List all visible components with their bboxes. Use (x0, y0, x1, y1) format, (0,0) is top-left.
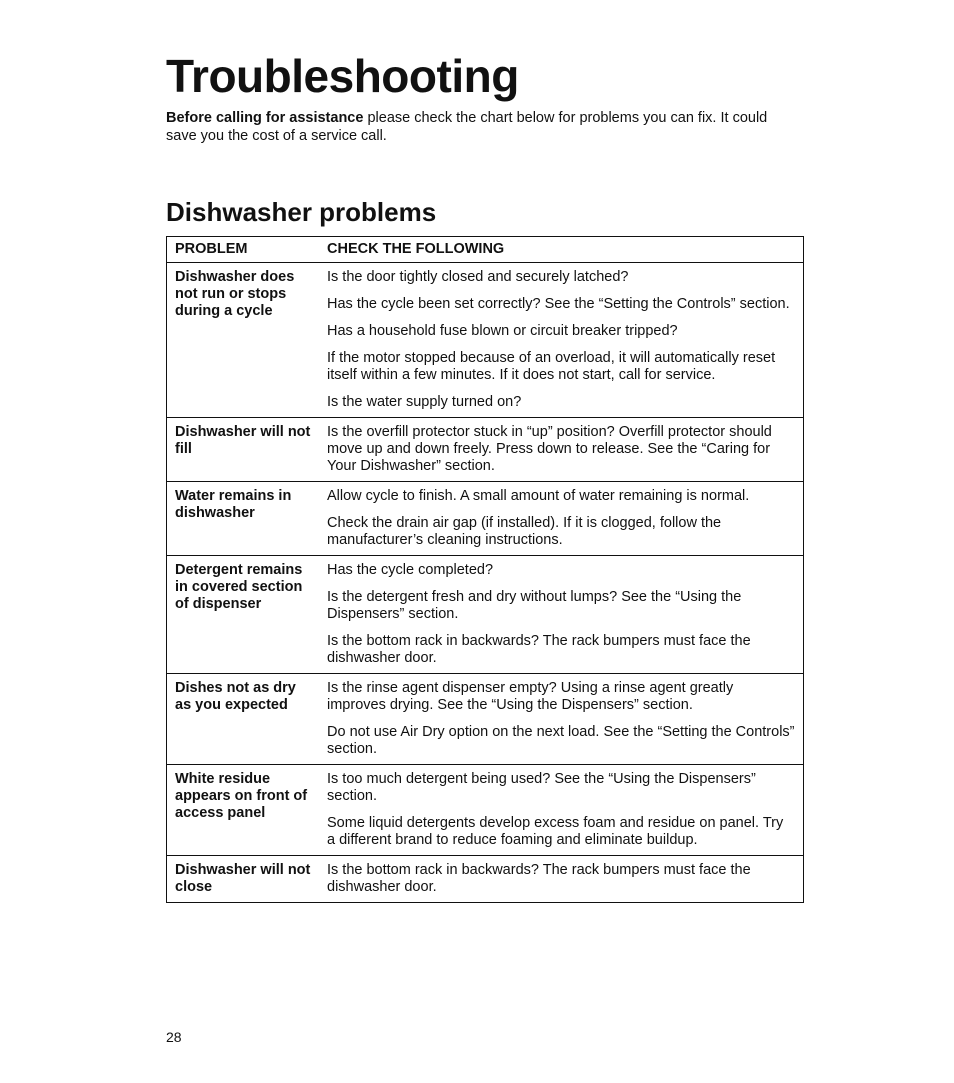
check-item: Allow cycle to finish. A small amount of water remaining is normal. (327, 488, 750, 504)
check-item: Has the cycle completed? (327, 562, 494, 578)
problem-cell: Water remains in dishwasher (167, 482, 320, 556)
checks-cell (319, 263, 804, 418)
check-item: Check the drain air gap (if installed). If it is clogged, follow the manufacturer’s cleaning instructions. (327, 515, 722, 548)
check-item: If the motor stopped because of an overload, it will automatically reset itself within a few minutes. If it does not start, call for service. (327, 350, 776, 383)
checks-cell (319, 556, 804, 674)
troubleshooting-table (166, 236, 804, 903)
checks-cell (319, 856, 804, 903)
check-item: Is the water supply turned on? (327, 394, 522, 410)
problem-cell: White residue appears on front of access panel (167, 765, 320, 856)
check-item: Do not use Air Dry option on the next load. See the “Setting the Controls” section. (327, 724, 795, 757)
section-title: Dishwasher problems (166, 197, 437, 227)
table-header-row (167, 237, 804, 263)
problem-cell: Detergent remains in covered section of dispenser (167, 556, 320, 674)
intro-bold-lead: Before calling for assistance (166, 110, 364, 126)
table-row (167, 674, 804, 765)
problem-cell: Dishwasher does not run or stops during a cycle (167, 263, 320, 418)
check-item: Is the overfill protector stuck in “up” position? Overfill protector should move up and down freely. Press down to release. See the “Caring for Your Dishwasher” section. (327, 424, 772, 474)
check-item: Is the rinse agent dispenser empty? Using a rinse agent greatly improves drying. See the “Using the Dispensers” section. (327, 680, 734, 713)
check-item: Has a household fuse blown or circuit breaker tripped? (327, 323, 678, 339)
checks-cell (319, 482, 804, 556)
intro-paragraph (166, 109, 776, 145)
header-problem: PROBLEM (167, 237, 320, 263)
checks-cell (319, 765, 804, 856)
intro-text: please check the chart below for problems you can fix. It could save you the cost of a service call. (166, 110, 768, 144)
table-row (167, 856, 804, 903)
check-item: Is the door tightly closed and securely latched? (327, 269, 629, 285)
check-item: Some liquid detergents develop excess foam and residue on panel. Try a different brand to reduce foaming and eliminate buildup. (327, 815, 784, 848)
table-row (167, 556, 804, 674)
problem-cell: Dishes not as dry as you expected (167, 674, 320, 765)
table-row (167, 482, 804, 556)
check-item: Has the cycle been set correctly? See the “Setting the Controls” section. (327, 296, 790, 312)
table-row (167, 418, 804, 482)
check-item: Is the bottom rack in backwards? The rack bumpers must face the dishwasher door. (327, 862, 751, 895)
table-row (167, 263, 804, 418)
check-item: Is the detergent fresh and dry without lumps? See the “Using the Dispensers” section. (327, 589, 742, 622)
problem-cell: Dishwasher will not fill (167, 418, 320, 482)
page-number: 28 (166, 1029, 182, 1045)
problem-cell: Dishwasher will not close (167, 856, 320, 903)
page-title: Troubleshooting (166, 50, 519, 102)
table-row (167, 765, 804, 856)
header-check: CHECK THE FOLLOWING (319, 237, 804, 263)
checks-cell (319, 674, 804, 765)
check-item: Is too much detergent being used? See the “Using the Dispensers” section. (327, 771, 756, 804)
checks-cell (319, 418, 804, 482)
check-item: Is the bottom rack in backwards? The rack bumpers must face the dishwasher door. (327, 633, 751, 666)
